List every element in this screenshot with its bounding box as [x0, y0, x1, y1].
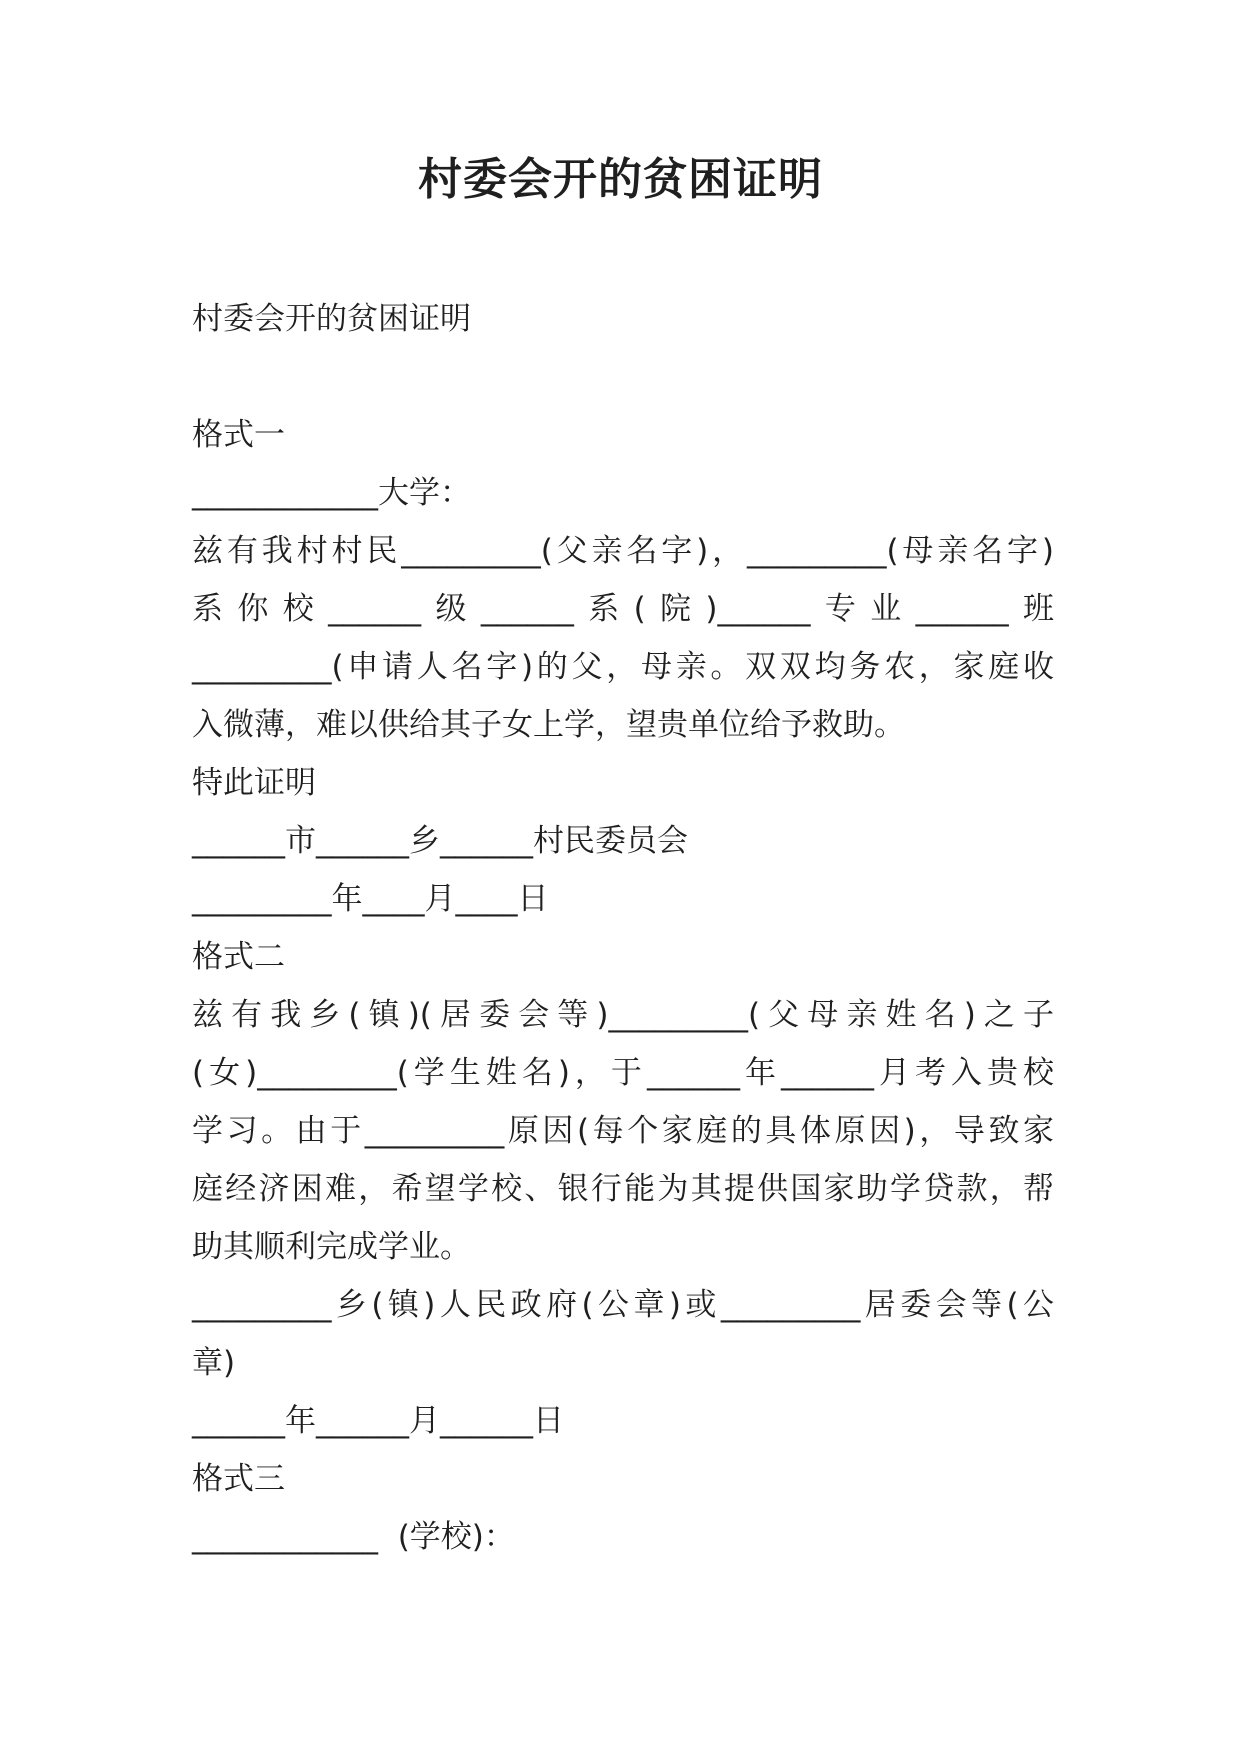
page-title: 村委会开的贫困证明	[418, 154, 823, 205]
format1-body-line: 系你校______级______系(院)______专业______班	[192, 591, 1054, 627]
format1-body-line: 兹有我村村民_________(父亲名字)，_________(母亲名字)	[192, 533, 1054, 569]
format1-heading: 格式一	[192, 417, 285, 453]
format1-body-line: _________(申请人名字)的父，母亲。双双均务农，家庭收	[192, 649, 1054, 685]
format1-salutation: ____________大学：	[192, 475, 471, 511]
format1-date: _________年____月____日	[192, 881, 549, 917]
format2-seal-line: 章)	[192, 1345, 236, 1381]
document-subtitle: 村委会开的贫困证明	[192, 301, 471, 337]
format2-date: ______年______月______日	[192, 1403, 564, 1439]
format1-closing: 特此证明	[192, 765, 316, 801]
format2-body-line: (女)_________(学生姓名)，于______年______月考入贵校	[192, 1055, 1054, 1091]
format2-body-line: 兹有我乡(镇)(居委会等)_________(父母亲姓名)之子	[192, 997, 1054, 1033]
document-body	[192, 290, 1054, 1566]
format3-salutation: ____________ (学校)：	[192, 1519, 515, 1555]
format2-body-line: 庭经济困难，希望学校、银行能为其提供国家助学贷款，帮	[192, 1171, 1054, 1207]
format1-body-line: 入微薄，难以供给其子女上学，望贵单位给予救助。	[192, 707, 905, 743]
format3-heading: 格式三	[192, 1461, 285, 1497]
format2-body-line: 助其顺利完成学业。	[192, 1229, 471, 1265]
format2-seal-line: _________乡(镇)人民政府(公章)或_________居委会等(公	[192, 1287, 1054, 1323]
format2-heading: 格式二	[192, 939, 285, 975]
format1-signature: ______市______乡______村民委员会	[192, 823, 688, 859]
format2-body-line: 学习。由于_________原因(每个家庭的具体原因)，导致家	[192, 1113, 1054, 1149]
